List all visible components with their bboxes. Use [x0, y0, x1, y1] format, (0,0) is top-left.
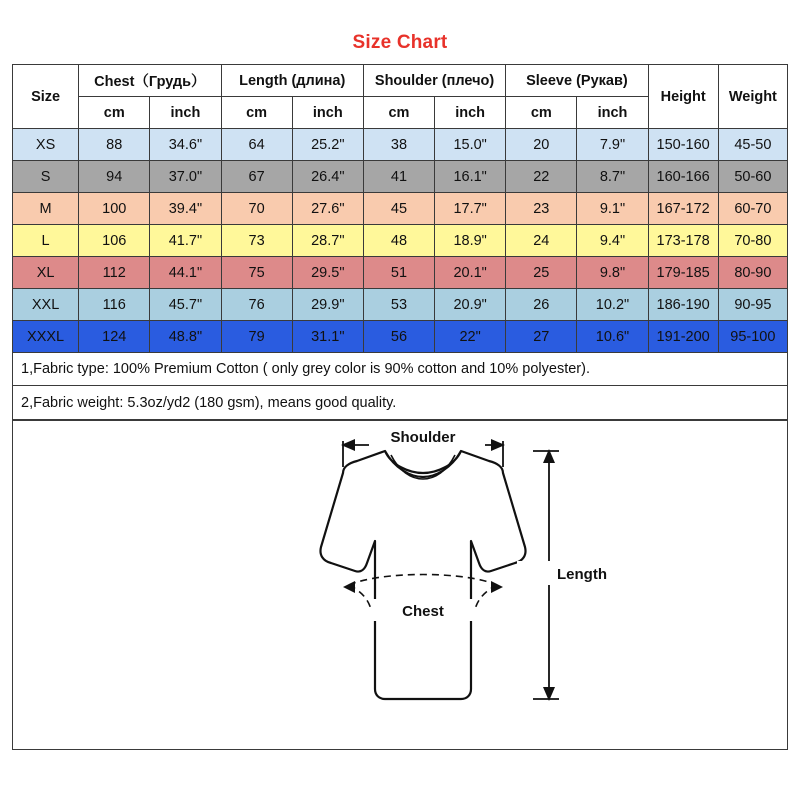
cell-shoulder-inch: 15.0": [435, 129, 506, 161]
cell-sleeve-cm: 22: [506, 161, 577, 193]
cell-shoulder-inch: 22": [435, 321, 506, 353]
table-row: [13, 225, 788, 257]
cell-size: XXL: [13, 289, 79, 321]
shoulder-label: Shoulder: [390, 429, 456, 446]
table-row: [13, 321, 788, 353]
cell-chest-inch: 48.8": [150, 321, 221, 353]
cell-chest-cm: 116: [79, 289, 150, 321]
cell-shoulder-inch: 17.7": [435, 193, 506, 225]
cell-shoulder-cm: 38: [363, 129, 434, 161]
cell-sleeve-cm: 23: [506, 193, 577, 225]
cell-chest-inch: 41.7": [150, 225, 221, 257]
cell-length-cm: 73: [221, 225, 292, 257]
cell-length-cm: 70: [221, 193, 292, 225]
cell-sleeve-inch: 9.8": [577, 257, 648, 289]
table-body: [13, 129, 788, 353]
cell-weight: 95-100: [718, 321, 787, 353]
cell-chest-cm: 106: [79, 225, 150, 257]
unit-chest-cm: cm: [79, 97, 150, 129]
cell-chest-cm: 124: [79, 321, 150, 353]
unit-shoulder-inch: inch: [435, 97, 506, 129]
cell-sleeve-cm: 25: [506, 257, 577, 289]
cell-weight: 90-95: [718, 289, 787, 321]
table-head: [13, 65, 788, 129]
cell-length-inch: 26.4": [292, 161, 363, 193]
cell-weight: 60-70: [718, 193, 787, 225]
cell-height: 186-190: [648, 289, 718, 321]
cell-length-cm: 64: [221, 129, 292, 161]
cell-shoulder-inch: 16.1": [435, 161, 506, 193]
cell-shoulder-cm: 56: [363, 321, 434, 353]
page-title: Size Chart: [352, 32, 448, 53]
cell-sleeve-cm: 26: [506, 289, 577, 321]
cell-chest-inch: 45.7": [150, 289, 221, 321]
cell-length-cm: 79: [221, 321, 292, 353]
chest-label: Chest: [402, 603, 444, 620]
cell-shoulder-inch: 20.9": [435, 289, 506, 321]
tshirt-diagram-svg: [13, 421, 787, 749]
cell-weight: 50-60: [718, 161, 787, 193]
cell-height: 167-172: [648, 193, 718, 225]
cell-size: XS: [13, 129, 79, 161]
cell-sleeve-inch: 7.9": [577, 129, 648, 161]
unit-length-cm: cm: [221, 97, 292, 129]
cell-chest-inch: 39.4": [150, 193, 221, 225]
cell-weight: 70-80: [718, 225, 787, 257]
cell-sleeve-cm: 20: [506, 129, 577, 161]
cell-sleeve-inch: 8.7": [577, 161, 648, 193]
group-header-row: [13, 65, 788, 97]
table-row: [13, 129, 788, 161]
note-fabric-weight: 2,Fabric weight: 5.3oz/yd2 (180 gsm), means good quality.: [21, 394, 397, 411]
cell-length-cm: 76: [221, 289, 292, 321]
cell-chest-inch: 34.6": [150, 129, 221, 161]
cell-height: 191-200: [648, 321, 718, 353]
cell-size: XXXL: [13, 321, 79, 353]
header-chest: Chest（Грудь）: [79, 65, 221, 97]
header-sleeve: Sleeve (Рукав): [506, 65, 648, 97]
cell-chest-cm: 112: [79, 257, 150, 289]
cell-length-inch: 29.9": [292, 289, 363, 321]
cell-size: XL: [13, 257, 79, 289]
cell-shoulder-cm: 48: [363, 225, 434, 257]
cell-sleeve-inch: 9.4": [577, 225, 648, 257]
cell-size: S: [13, 161, 79, 193]
unit-length-inch: inch: [292, 97, 363, 129]
cell-chest-cm: 94: [79, 161, 150, 193]
cell-sleeve-cm: 24: [506, 225, 577, 257]
cell-sleeve-cm: 27: [506, 321, 577, 353]
cell-shoulder-inch: 20.1": [435, 257, 506, 289]
cell-weight: 45-50: [718, 129, 787, 161]
unit-sleeve-inch: inch: [577, 97, 648, 129]
unit-sleeve-cm: cm: [506, 97, 577, 129]
cell-height: 173-178: [648, 225, 718, 257]
header-shoulder: Shoulder (плечо): [363, 65, 505, 97]
cell-sleeve-inch: 9.1": [577, 193, 648, 225]
unit-shoulder-cm: cm: [363, 97, 434, 129]
cell-chest-cm: 100: [79, 193, 150, 225]
header-length: Length (длина): [221, 65, 363, 97]
cell-shoulder-cm: 41: [363, 161, 434, 193]
length-label: Length: [557, 566, 607, 583]
cell-chest-inch: 44.1": [150, 257, 221, 289]
table-row: [13, 193, 788, 225]
table-row: [13, 257, 788, 289]
tshirt-measurement-diagram: [12, 420, 788, 750]
table-row: [13, 161, 788, 193]
cell-size: L: [13, 225, 79, 257]
cell-length-inch: 28.7": [292, 225, 363, 257]
cell-length-inch: 25.2": [292, 129, 363, 161]
cell-sleeve-inch: 10.2": [577, 289, 648, 321]
cell-length-inch: 31.1": [292, 321, 363, 353]
cell-chest-cm: 88: [79, 129, 150, 161]
cell-weight: 80-90: [718, 257, 787, 289]
cell-height: 160-166: [648, 161, 718, 193]
note-fabric-type: 1,Fabric type: 100% Premium Cotton ( only grey color is 90% cotton and 10% polyester).: [13, 353, 787, 386]
header-size: Size: [13, 65, 79, 129]
size-chart-table: [12, 64, 788, 353]
cell-length-cm: 67: [221, 161, 292, 193]
cell-sleeve-inch: 10.6": [577, 321, 648, 353]
cell-length-cm: 75: [221, 257, 292, 289]
cell-length-inch: 27.6": [292, 193, 363, 225]
unit-chest-inch: inch: [150, 97, 221, 129]
header-weight: Weight: [718, 65, 787, 129]
header-height: Height: [648, 65, 718, 129]
cell-shoulder-cm: 45: [363, 193, 434, 225]
table-row: [13, 289, 788, 321]
cell-size: M: [13, 193, 79, 225]
fabric-notes: [12, 353, 788, 420]
cell-chest-inch: 37.0": [150, 161, 221, 193]
cell-shoulder-cm: 53: [363, 289, 434, 321]
cell-height: 179-185: [648, 257, 718, 289]
cell-length-inch: 29.5": [292, 257, 363, 289]
cell-height: 150-160: [648, 129, 718, 161]
cell-shoulder-inch: 18.9": [435, 225, 506, 257]
cell-shoulder-cm: 51: [363, 257, 434, 289]
